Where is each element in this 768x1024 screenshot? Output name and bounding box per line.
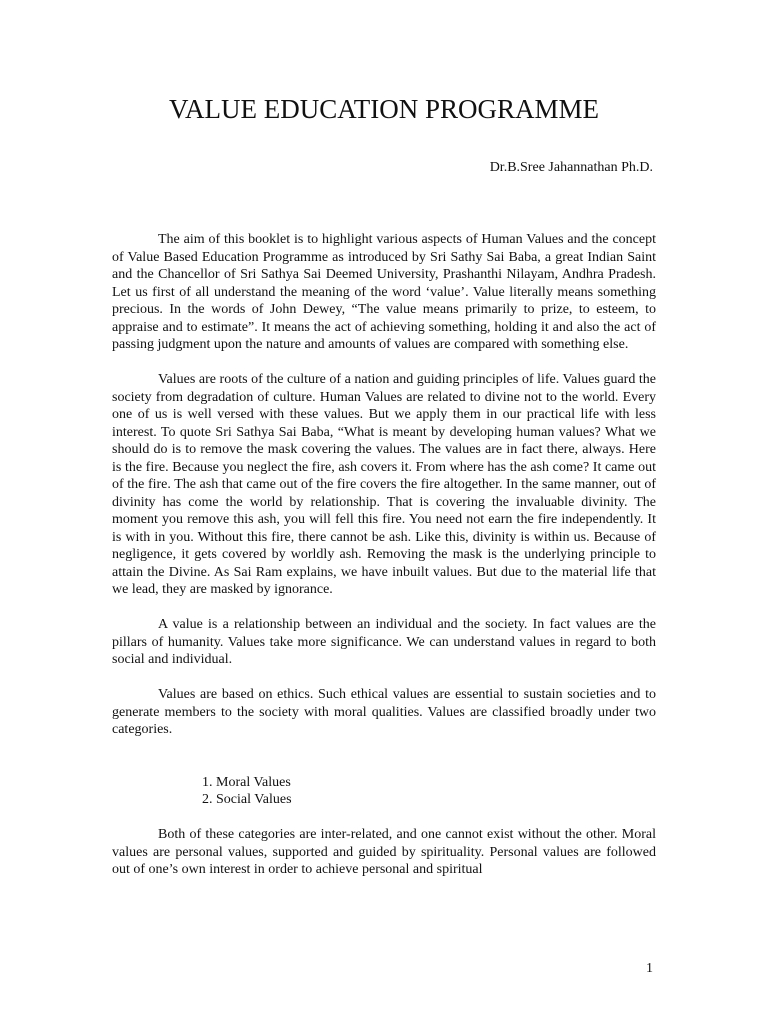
list-item: 2. Social Values <box>202 792 292 807</box>
paragraph-intro: The aim of this booklet is to highlight various aspects of Human Values and the concept of Value Based Education Programme as introduced by Sri Sathy Sai Baba, a great Indian Saint and the Chancellor of Sri Sathya Sai Deemed University, Prashanthi Nilayam, Andhra Pradesh. Let us first of all understand the meaning of the word ‘value’. Value literally means something precious. In the words of John Dewey, “The value means primarily to prize, to esteem, to appraise and to estimate”. It means the act of achieving something, holding it and also the act of passing judgment upon the nature and amounts of values are compared with something else. <box>112 232 656 352</box>
author-name: Dr.B.Sree Jahannathan Ph.D. <box>489 160 653 175</box>
document-title: VALUE EDUCATION PROGRAMME <box>168 94 600 124</box>
value-categories-list <box>112 774 656 809</box>
list-item: 1. Moral Values <box>202 774 291 790</box>
paragraph-ethics: Values are based on ethics. Such ethical values are essential to sustain societies and to generate members to the society with moral qualities. Values are classified broadly under two categories. <box>112 687 656 737</box>
paragraph-closing: Both of these categories are inter-related, and one cannot exist without the other. Moral values are personal values, supported and guided by spirituality. Personal values are followed out of one’s own interest in order to achieve personal and spiritual <box>112 827 656 877</box>
paragraph-relationship: A value is a relationship between an individual and the society. In fact values are the pillars of humanity. Values take more significance. We can understand values in regard to both social and individual. <box>112 617 656 667</box>
page-number: 1 <box>646 961 653 976</box>
document-body <box>112 231 656 879</box>
paragraph-roots: Values are roots of the culture of a nation and guiding principles of life. Values guard the society from degradation of culture. Human Values are related to divine not to the world. Every one of us is well versed with these values. But we apply them in our practical life with less interest. To quote Sri Sathya Sai Baba, “What is meant by developing human values? What we should do is to remove the mask covering the values. The values are in fact there, always. Here is the fire. Because you neglect the fire, ash covers it. From where has the ash come? It came out of the fire. The ash that came out of the fire covers the fire altogether. In the same manner, out of divinity has come the world by relationship. That is covering the invaluable divinity. The moment you remove this ash, you will fell this fire. You need not earn the fire independently. It is with in you. Without this fire, there cannot be ash. Like this, divinity is within us. Because of negligence, it gets covered by worldly ash. Removing the mask is the underlying principle to attain the Divine. As Sai Ram explains, we have inbuilt values. But due to the material life that we lead, they are masked by ignorance. <box>112 372 656 597</box>
